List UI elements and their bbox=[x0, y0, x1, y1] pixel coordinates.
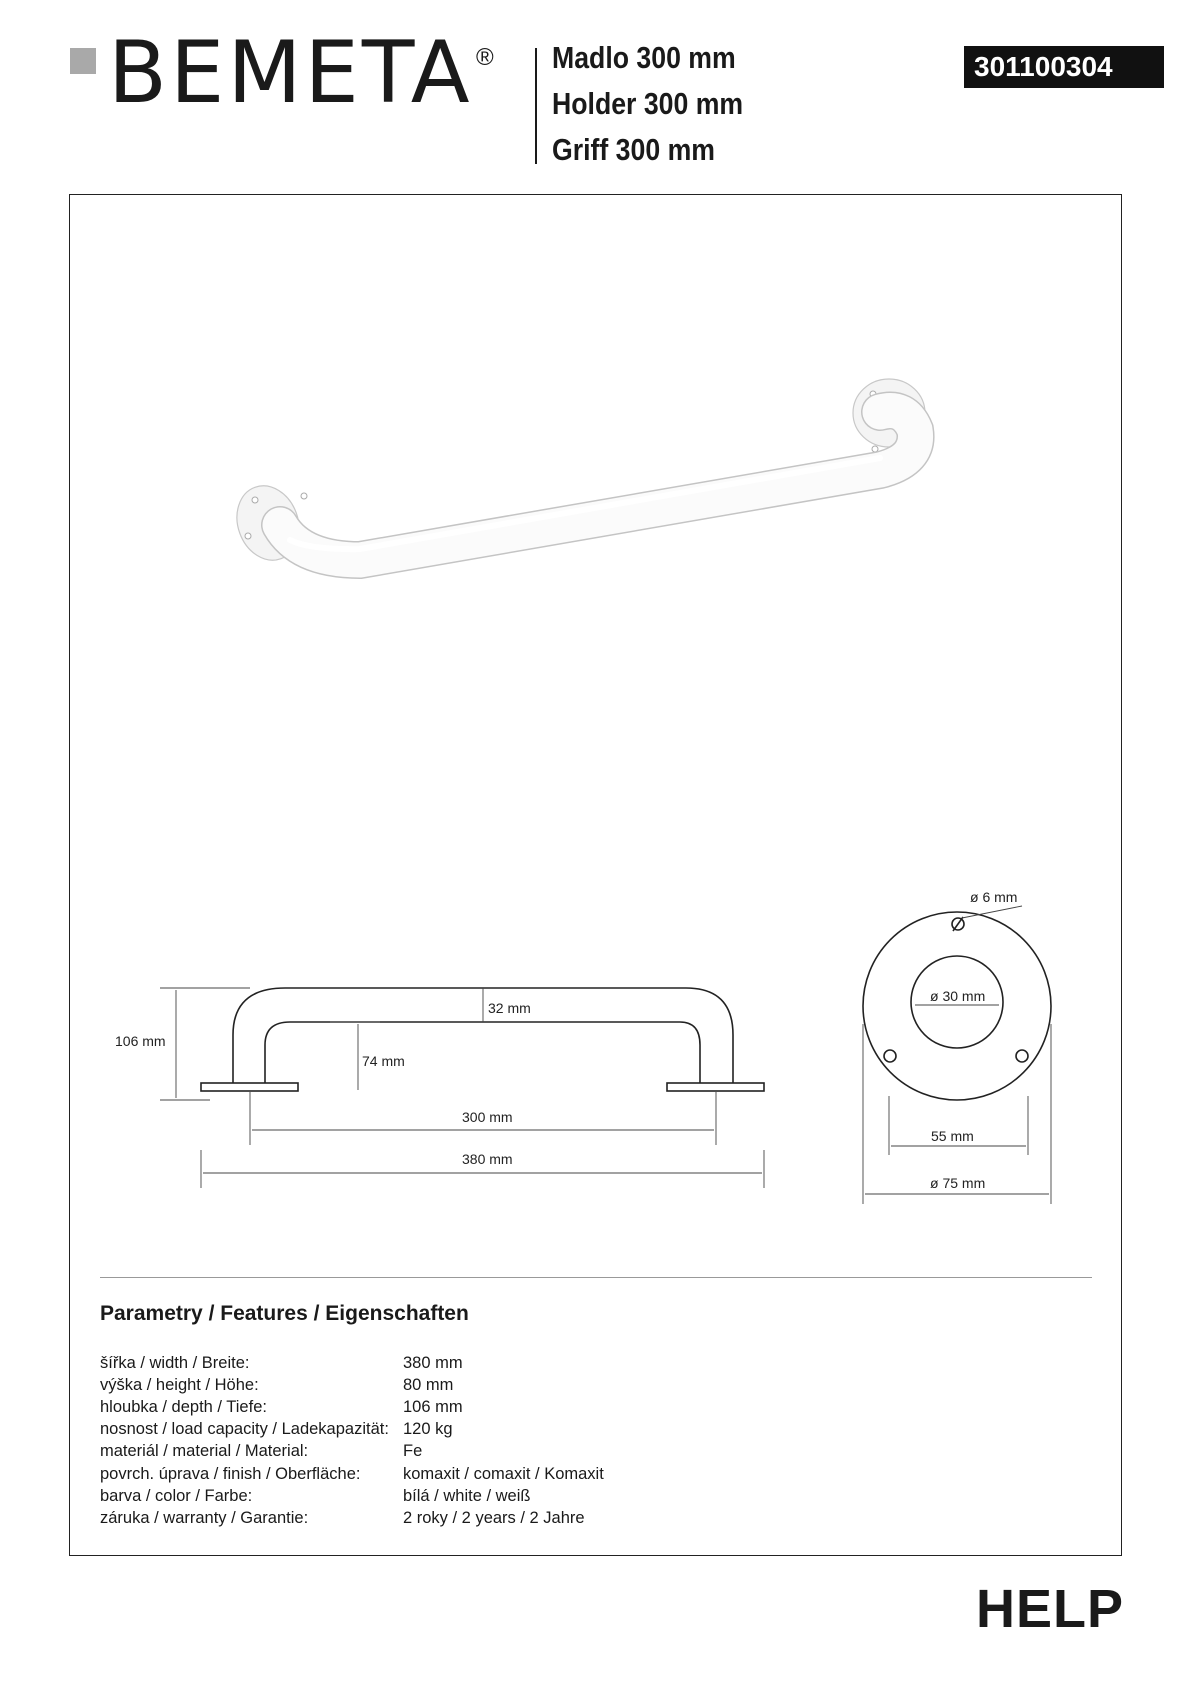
feature-value: 120 kg bbox=[403, 1420, 453, 1438]
feature-value: 2 roky / 2 years / 2 Jahre bbox=[403, 1509, 585, 1527]
feature-label: záruka / warranty / Garantie: bbox=[100, 1509, 309, 1527]
dim-inner-diameter: ø 30 mm bbox=[930, 988, 986, 1004]
dim-height: 106 mm bbox=[115, 1033, 166, 1049]
dim-inner-width: 300 mm bbox=[462, 1109, 513, 1125]
feature-value: 80 mm bbox=[403, 1376, 454, 1394]
dim-tube: 32 mm bbox=[488, 1000, 531, 1016]
feature-label: nosnost / load capacity / Ladekapazität: bbox=[100, 1420, 389, 1438]
product-render bbox=[227, 379, 925, 569]
product-code: 301100304 bbox=[964, 46, 1164, 88]
feature-value: Fe bbox=[403, 1442, 423, 1460]
product-title-cz: Madlo 300 mm bbox=[552, 40, 736, 75]
feature-label: materiál / material / Material: bbox=[100, 1442, 309, 1460]
flange-dimension-lines bbox=[863, 906, 1051, 1204]
feature-label: výška / height / Höhe: bbox=[100, 1376, 259, 1394]
flange-drawing bbox=[863, 912, 1051, 1100]
feature-label: šířka / width / Breite: bbox=[100, 1354, 250, 1372]
series-name: HELP bbox=[975, 1579, 1124, 1639]
dim-clear-height: 74 mm bbox=[362, 1053, 405, 1069]
dim-outer-diameter: ø 75 mm bbox=[930, 1175, 986, 1191]
feature-value: 380 mm bbox=[403, 1354, 463, 1372]
product-title-de: Griff 300 mm bbox=[552, 132, 715, 167]
section-divider bbox=[100, 1277, 1092, 1278]
feature-label: barva / color / Farbe: bbox=[100, 1487, 253, 1505]
dim-total-width: 380 mm bbox=[462, 1151, 513, 1167]
dim-hole: ø 6 mm bbox=[970, 889, 1018, 905]
product-title-en: Holder 300 mm bbox=[552, 86, 744, 121]
feature-value: 106 mm bbox=[403, 1398, 463, 1416]
feature-label: povrch. úprava / finish / Oberfläche: bbox=[100, 1465, 361, 1483]
front-dimension-labels bbox=[115, 1000, 531, 1167]
brand-logo: BEMETA bbox=[108, 23, 473, 123]
front-view-drawing bbox=[201, 988, 764, 1091]
features-heading: Parametry / Features / Eigenschaften bbox=[100, 1302, 469, 1325]
feature-value: komaxit / comaxit / Komaxit bbox=[403, 1465, 604, 1483]
feature-value: bílá / white / weiß bbox=[403, 1487, 531, 1505]
dim-hole-spacing: 55 mm bbox=[931, 1128, 974, 1144]
feature-label: hloubka / depth / Tiefe: bbox=[100, 1398, 267, 1416]
registered-mark: ® bbox=[476, 44, 494, 71]
